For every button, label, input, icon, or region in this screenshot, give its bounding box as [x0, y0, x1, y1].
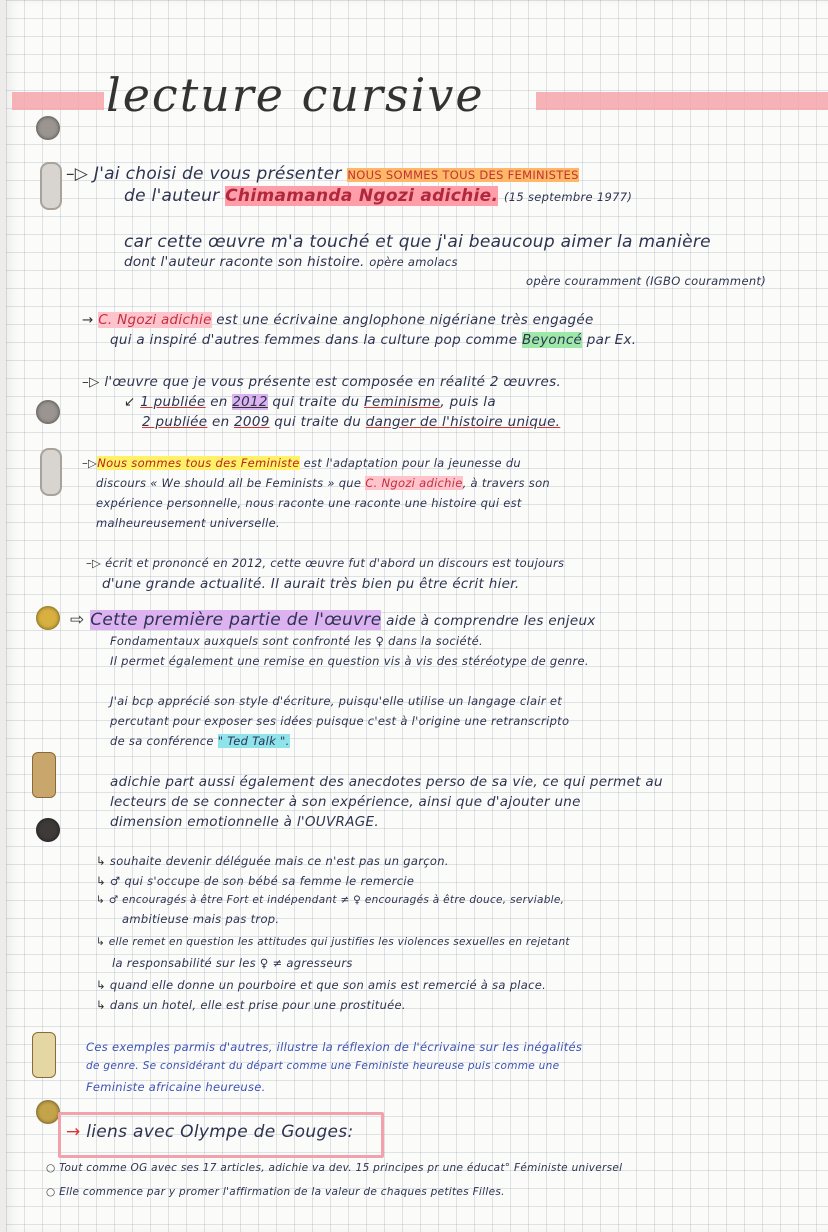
line: malheureusement universelle. [96, 516, 280, 530]
line: expérience personnelle, nous raconte une raconte une histoire qui est [96, 496, 522, 510]
line: de l'auteur Chimamanda Ngozi adichie. (15 septembre 1977) [124, 186, 633, 206]
line: opère couramment (IGBO couramment) [526, 274, 766, 288]
binder-hole [36, 606, 60, 630]
line: dont l'auteur raconte son histoire. opère amolacs [124, 254, 458, 270]
list-item-continuation: la responsabilité sur les ♀ ≠ agresseurs [112, 956, 353, 970]
bullet-item: ○ Elle commence par y promer l'affirmation de la valeur de chaques petites Filles. [46, 1186, 505, 1198]
notebook-page [6, 0, 828, 1232]
line: Il permet également une remise en question vis à vis des stéréotype de genre. [110, 654, 589, 668]
list-item: ↳ ♂ qui s'occupe de son bébé sa femme le remercie [96, 874, 415, 888]
line: Ces exemples parmis d'autres, illustre la réflexion de l'écrivaine sur les inégalités [86, 1040, 583, 1054]
list-item: ↳ quand elle donne un pourboire et que son amis est remercié à sa place. [96, 978, 547, 992]
line: –▷ écrit et prononcé en 2012, cette œuvre fut d'abord un discours est toujours [86, 556, 565, 570]
list-item: ↳ elle remet en question les attitudes qui justifies les violences sexuelles en rejetant [96, 936, 570, 948]
binder-hole [36, 116, 60, 140]
binder-hole [36, 818, 60, 842]
binder-slot [40, 448, 62, 496]
line: 2 publiée en 2009 qui traite du danger de l'histoire unique. [142, 414, 561, 430]
bullet-item: ○ Tout comme OG avec ses 17 articles, adichie va dev. 15 principes pr une éducat° Féministe universel [46, 1162, 623, 1174]
list-item-continuation: ambitieuse mais pas trop. [122, 912, 280, 926]
line: de sa conférence " Ted Talk ". [110, 734, 290, 748]
line: Feministe africaine heureuse. [86, 1080, 266, 1094]
line: → C. Ngozi adichie est une écrivaine anglophone nigériane très engagée [82, 312, 594, 328]
line: dimension emotionnelle à l'OUVRAGE. [110, 814, 379, 830]
section-heading: → liens avec Olympe de Gouges: [66, 1122, 354, 1142]
line: ⇨ Cette première partie de l'œuvre aide à comprendre les enjeux [70, 610, 596, 630]
line: percutant pour exposer ses idées puisque c'est à l'origine une retranscripto [110, 714, 570, 728]
title-highlight [536, 92, 828, 110]
line: lecteurs de se connecter à son expérience, ainsi que d'ajouter une [110, 794, 581, 810]
line: qui a inspiré d'autres femmes dans la culture pop comme Beyoncé par Ex. [110, 332, 637, 348]
binder-tab [32, 1032, 56, 1078]
list-item: ↳ ♂ encouragés à être Fort et indépendant ≠ ♀ encouragés à être douce, serviable, [96, 894, 565, 906]
list-item: ↳ dans un hotel, elle est prise pour une prostituée. [96, 998, 406, 1012]
binder-hole [36, 400, 60, 424]
page-title: lecture cursive [106, 68, 485, 122]
binder-tab [32, 752, 56, 798]
line: d'une grande actualité. Il aurait très bien pu être écrit hier. [102, 576, 520, 592]
line: –▷ l'œuvre que je vous présente est composée en réalité 2 œuvres. [82, 374, 562, 390]
binder-hole [36, 1100, 60, 1124]
line: –▷ J'ai choisi de vous présenter NOUS SOMMES TOUS DES FEMINISTES [66, 164, 579, 184]
line: adichie part aussi également des anecdotes perso de sa vie, ce qui permet au [110, 774, 663, 790]
line: Fondamentaux auxquels sont confronté les ♀ dans la société. [110, 634, 484, 648]
binder-slot [40, 162, 62, 210]
line: ↙ 1 publiée en 2012 qui traite du Feminisme, puis la [124, 394, 496, 410]
line: –▷Nous sommes tous des Feministe est l'adaptation pour la jeunesse du [82, 456, 522, 470]
line: car cette œuvre m'a touché et que j'ai beaucoup aimer la manière [124, 232, 711, 252]
list-item: ↳ souhaite devenir déléguée mais ce n'est pas un garçon. [96, 854, 449, 868]
line: J'ai bcp apprécié son style d'écriture, puisqu'elle utilise un langage clair et [110, 694, 563, 708]
line: discours « We should all be Feminists » que C. Ngozi adichie, à travers son [96, 476, 551, 490]
line: de genre. Se considérant du départ comme une Feministe heureuse puis comme une [86, 1060, 560, 1072]
title-highlight [12, 92, 104, 110]
